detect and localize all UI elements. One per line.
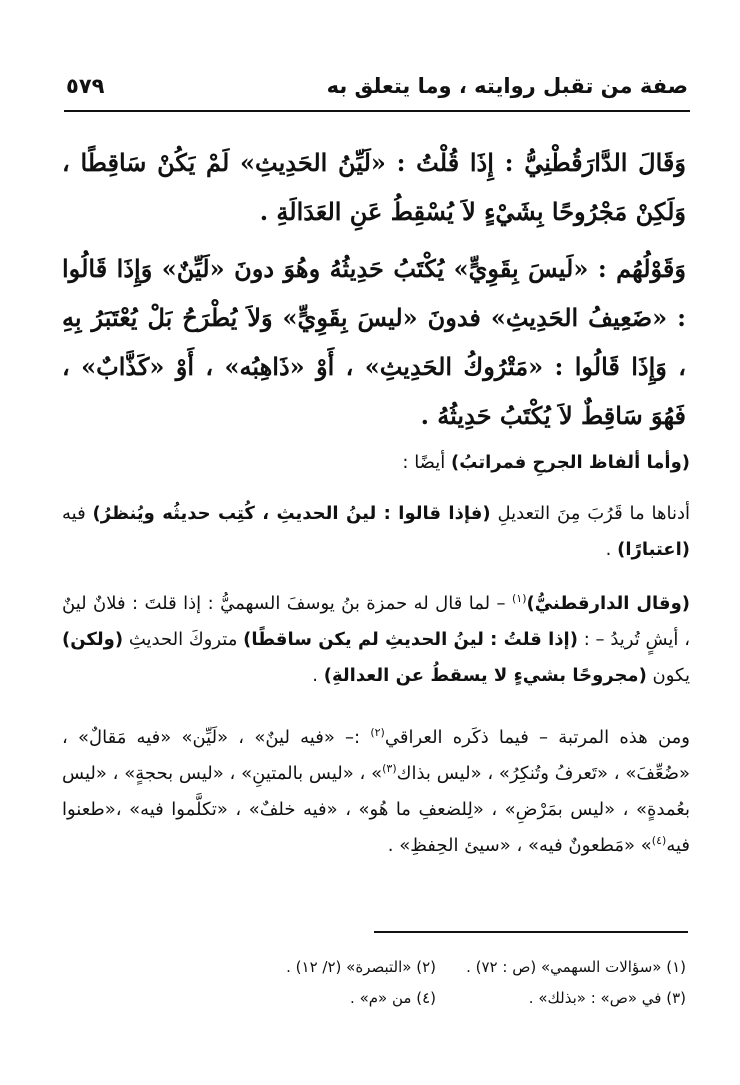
running-title: صفة من تقبل روايته ، وما يتعلق به (326, 74, 688, 98)
verse-block-2 (62, 244, 686, 440)
para3-t1: – لما قال له حمزة بنُ يوسفَ السهميُّ : إذا قلتَ : فلانٌ لينٌ ، أيشٍ تُريدُ – : (62, 593, 691, 650)
verse-block-1 (62, 138, 686, 236)
para2-t1: أدناها ما قَرُبَ مِنَ التعديلِ (490, 503, 690, 524)
para3-t2: متروكَ الحديثِ (123, 629, 244, 650)
verse-1: وَقَالَ الدَّارَقُطْنِيُّ : إِذَا قُلْتُ : «لَيِّنُ الحَدِيثِ» لَمْ يَكُنْ سَاقِطًا ، وَلَكِنْ مَجْرُوحًا بِشَيْءٍ لاَ يُسْقِطُ عَنِ العَدَالَةِ . (62, 148, 686, 226)
footnote-separator (374, 931, 688, 933)
footnote-2: (٢) «التبصرة» (٢/ ١٢) . (286, 958, 436, 976)
para1-text: أيضًا : (402, 452, 452, 473)
verse-2: وَقَوْلُهُم : «لَيسَ بِقَوِيٍّ» يُكْتَبُ حَدِيثُهُ وهُوَ دونَ «لَيِّنٌ» وَإِذَا قَالُوا : «ضَعِيفُ الحَدِيثِ» فدونَ «ليسَ بِقَوِيٍّ» وَلاَ يُطْرَحُ بَلْ يُعْتَبَرُ بِهِ ، وَإِذَا قَالُوا : «مَتْرُوكُ الحَدِيثِ» ، أَوْ «ذَاهِبُه» ، أَوْ «كَذَّابٌ» ، فَهُوَ سَاقِطٌ لاَ يُكْتَبُ حَدِيثُهُ . (62, 254, 686, 430)
footnote-ref-2[interactable]: (٢) (370, 726, 385, 739)
para4-t1: ومن هذه المرتبة – فيما ذكَره العراقي (384, 727, 690, 748)
para3-b3: (ولكن) (62, 629, 124, 650)
footnote-row (70, 983, 686, 1014)
para4-t3: » ، «ليس بالمتينِ» ، «ليس بحجةٍ» ، «ليس بعُمدةٍ» ، «ليس بمَرْضِ» ، «لِلضعفِ ما هُو» ، «فيه خلفٌ» ، «تكلَّموا فيه» ،«طعنوا فيه (62, 763, 690, 856)
paragraph-2 (62, 496, 690, 568)
footnote-3: (٣) في «ص» : «بذلك» . (528, 989, 686, 1007)
footnote-4: (٤) من «م» . (350, 989, 436, 1007)
page-header (66, 74, 688, 98)
para2-t3: . (605, 539, 618, 560)
para3-b2: (إذا قلتُ : لينُ الحديثِ لم يكن ساقطًا) (243, 629, 578, 650)
paragraph-4 (62, 720, 690, 864)
paragraph-3 (62, 586, 690, 694)
para3-t4: . (312, 665, 324, 686)
para2-b1: (فإذا قالوا : لينُ الحديثِ ، كُتِب حديثُه ويُنظرُ) (92, 503, 491, 524)
header-rule (64, 110, 690, 112)
page-number: ٥٧٩ (66, 74, 105, 98)
para3-b4: (مجروحًا بشيءٍ لا يسقطُ عن العدالةِ) (323, 665, 647, 686)
footnote-ref-3[interactable]: (٣) (382, 762, 397, 775)
para2-t2: فيه (62, 503, 93, 524)
para2-b2: (اعتبارًا) (617, 539, 690, 560)
para4-t2: :– «فيه لينٌ» ، «لَيِّن» «فيه مَقالٌ» ، «ضُعِّفَ» ، «تَعرفُ وتُنكِرُ» ، «ليس بذاك (62, 727, 690, 784)
para4-t4: » «مَطعونٌ فيه» ، «سيئ الحِفظِ» . (387, 835, 652, 856)
para3-t3: يكون (646, 665, 690, 686)
footnote-ref-1[interactable]: (١) (511, 592, 527, 605)
footnote-ref-4[interactable]: (٤) (651, 834, 667, 847)
footnote-row (70, 952, 686, 983)
footnote-1: (١) «سؤالات السهمي» (ص : ٧٢) . (466, 958, 686, 976)
para1-bold: (وأما ألفاظ الجرحِ فمراتبُ) (451, 452, 690, 473)
paragraph-1 (62, 445, 690, 481)
para3-b1: (وقال الدارقطنيُّ) (526, 593, 690, 614)
footnotes (70, 952, 686, 1014)
